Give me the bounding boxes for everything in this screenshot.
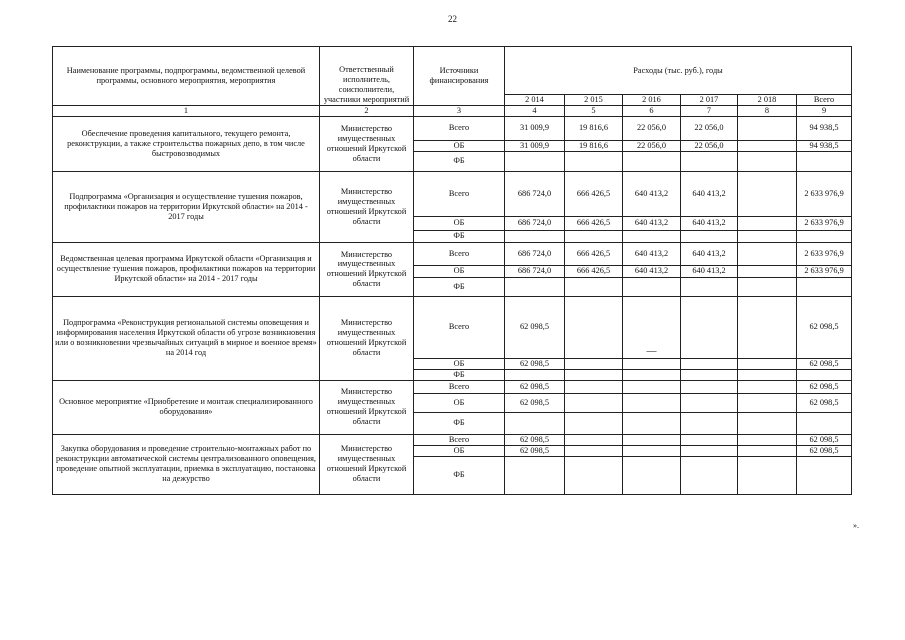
header-expenses-col: Расходы (тыс. руб.), годы — [505, 47, 852, 95]
amount-cell — [681, 296, 738, 358]
amount-cell: 666 426,5 — [565, 242, 623, 265]
amount-cell — [797, 456, 852, 494]
corner-mark: ». — [853, 521, 859, 530]
funding-source: ФБ — [414, 151, 505, 171]
amount-cell — [738, 434, 797, 445]
program-name: Основное мероприятие «Приобретение и монтаж специализированного оборудования» — [53, 380, 320, 434]
amount-cell — [738, 230, 797, 242]
amount-cell — [681, 369, 738, 380]
amount-cell — [623, 358, 681, 369]
responsible-executor: Министерство имущественных отношений Иркутской области — [320, 434, 414, 494]
responsible-executor: Министерство имущественных отношений Иркутской области — [320, 380, 414, 434]
amount-cell — [565, 456, 623, 494]
year-2017: 2 017 — [681, 95, 738, 106]
amount-cell — [797, 369, 852, 380]
table-row — [53, 116, 852, 140]
amount-cell — [565, 151, 623, 171]
amount-cell — [797, 277, 852, 296]
amount-cell: 640 413,2 — [623, 242, 681, 265]
amount-cell — [565, 445, 623, 456]
amount-cell — [738, 456, 797, 494]
amount-cell: 62 098,5 — [797, 358, 852, 369]
amount-cell — [738, 277, 797, 296]
amount-cell — [565, 277, 623, 296]
amount-cell: 666 426,5 — [565, 171, 623, 216]
amount-cell: 19 816,6 — [565, 116, 623, 140]
amount-cell: 94 938,5 — [797, 140, 852, 151]
index-cell: 7 — [681, 106, 738, 117]
program-name: Подпрограмма «Реконструкция региональной системы оповещения и информирования населения Иркутской области об угрозе возникновения или о возникновении чрезвычайных ситуаций в мирное и военное время» на 2014 год — [53, 296, 320, 380]
funding-source: ФБ — [414, 230, 505, 242]
amount-cell — [681, 230, 738, 242]
amount-cell — [565, 393, 623, 412]
amount-cell — [738, 242, 797, 265]
amount-cell — [623, 456, 681, 494]
amount-cell: 2 633 976,9 — [797, 242, 852, 265]
amount-cell: 640 413,2 — [681, 216, 738, 230]
amount-cell: 666 426,5 — [565, 265, 623, 277]
amount-cell — [681, 434, 738, 445]
amount-cell — [565, 434, 623, 445]
amount-cell — [623, 230, 681, 242]
amount-cell: 640 413,2 — [681, 265, 738, 277]
amount-cell: 62 098,5 — [505, 445, 565, 456]
amount-cell — [505, 151, 565, 171]
amount-cell — [623, 393, 681, 412]
index-cell: 5 — [565, 106, 623, 117]
funding-source: ФБ — [414, 369, 505, 380]
table-row — [53, 171, 852, 216]
amount-cell — [738, 140, 797, 151]
amount-cell: 640 413,2 — [623, 216, 681, 230]
amount-cell: 686 724,0 — [505, 242, 565, 265]
index-row — [53, 106, 852, 117]
page-number: 22 — [448, 14, 457, 24]
amount-cell — [623, 277, 681, 296]
year-2016: 2 016 — [623, 95, 681, 106]
amount-cell — [738, 369, 797, 380]
amount-cell: 22 056,0 — [681, 116, 738, 140]
amount-cell — [565, 412, 623, 434]
funding-source: ФБ — [414, 277, 505, 296]
amount-cell — [738, 358, 797, 369]
amount-cell: 22 056,0 — [623, 116, 681, 140]
amount-cell — [797, 412, 852, 434]
amount-cell: 640 413,2 — [681, 242, 738, 265]
amount-cell — [623, 434, 681, 445]
amount-cell — [623, 369, 681, 380]
amount-cell — [681, 151, 738, 171]
amount-cell — [738, 380, 797, 393]
amount-cell — [681, 445, 738, 456]
year-2014: 2 014 — [505, 95, 565, 106]
header-name-col: Наименование программы, подпрограммы, ведомственной целевой программы, основного мероприятия, мероприятия — [53, 47, 320, 106]
amount-cell — [681, 456, 738, 494]
amount-cell — [738, 265, 797, 277]
index-cell: 8 — [738, 106, 797, 117]
funding-source: Всего — [414, 296, 505, 358]
amount-cell: 62 098,5 — [505, 434, 565, 445]
funding-source: Всего — [414, 434, 505, 445]
amount-cell: 62 098,5 — [797, 380, 852, 393]
amount-cell: 22 056,0 — [623, 140, 681, 151]
dash-mark: — — [623, 296, 681, 358]
funding-source: ФБ — [414, 456, 505, 494]
amount-cell — [623, 151, 681, 171]
amount-cell — [738, 412, 797, 434]
amount-cell: 62 098,5 — [797, 445, 852, 456]
amount-cell: 94 938,5 — [797, 116, 852, 140]
funding-source: Всего — [414, 242, 505, 265]
program-name: Подпрограмма «Организация и осуществление тушения пожаров, профилактики пожаров на территории Иркутской области» на 2014 - 2017 годы — [53, 171, 320, 242]
amount-cell: 640 413,2 — [623, 171, 681, 216]
amount-cell — [797, 230, 852, 242]
amount-cell: 62 098,5 — [797, 434, 852, 445]
responsible-executor: Министерство имущественных отношений Иркутской области — [320, 296, 414, 380]
amount-cell — [623, 445, 681, 456]
header-row — [53, 47, 852, 95]
index-cell: 4 — [505, 106, 565, 117]
amount-cell: 686 724,0 — [505, 265, 565, 277]
index-cell: 2 — [320, 106, 414, 117]
amount-cell: 31 009,9 — [505, 140, 565, 151]
amount-cell — [623, 380, 681, 393]
amount-cell — [623, 412, 681, 434]
amount-cell: 640 413,2 — [623, 265, 681, 277]
amount-cell: 62 098,5 — [797, 296, 852, 358]
responsible-executor: Министерство имущественных отношений Иркутской области — [320, 116, 414, 171]
amount-cell — [738, 296, 797, 358]
header-responsible-col: Ответственный исполнитель, соисполнители, участники мероприятий — [320, 47, 414, 106]
responsible-executor: Министерство имущественных отношений Иркутской области — [320, 242, 414, 296]
year-2015: 2 015 — [565, 95, 623, 106]
index-cell: 1 — [53, 106, 320, 117]
amount-cell — [565, 369, 623, 380]
amount-cell — [797, 151, 852, 171]
amount-cell — [738, 445, 797, 456]
funding-source: ОБ — [414, 216, 505, 230]
responsible-executor: Министерство имущественных отношений Иркутской области — [320, 171, 414, 242]
amount-cell — [505, 412, 565, 434]
funding-source: ФБ — [414, 412, 505, 434]
amount-cell — [738, 216, 797, 230]
amount-cell: 2 633 976,9 — [797, 171, 852, 216]
header-sources-col: Источники финансирования — [414, 47, 505, 106]
table-row — [53, 434, 852, 445]
amount-cell — [565, 296, 623, 358]
program-name: Ведомственная целевая программа Иркутской области «Организация и осуществление тушения пожаров, профилактики пожаров на территории Иркутской области» на 2014 - 2017 годы — [53, 242, 320, 296]
amount-cell: 62 098,5 — [505, 380, 565, 393]
amount-cell: 686 724,0 — [505, 216, 565, 230]
amount-cell — [681, 380, 738, 393]
funding-source: ОБ — [414, 140, 505, 151]
funding-source: Всего — [414, 380, 505, 393]
amount-cell — [505, 369, 565, 380]
program-name: Обеспечение проведения капитального, текущего ремонта, реконструкции, а также строительства пожарных депо, в том числе быстровозводимых — [53, 116, 320, 171]
funding-source: ОБ — [414, 265, 505, 277]
amount-cell: 22 056,0 — [681, 140, 738, 151]
amount-cell — [738, 151, 797, 171]
amount-cell: 19 816,6 — [565, 140, 623, 151]
amount-cell: 62 098,5 — [505, 296, 565, 358]
amount-cell: 2 633 976,9 — [797, 265, 852, 277]
amount-cell — [505, 277, 565, 296]
amount-cell: 2 633 976,9 — [797, 216, 852, 230]
program-name: Закупка оборудования и проведение строительно-монтажных работ по реконструкции автоматической системы централизованного оповещения, проведение опытной эксплуатации, приемка в эксплуатацию, постановка на дежурство — [53, 434, 320, 494]
index-cell: 3 — [414, 106, 505, 117]
amount-cell: 666 426,5 — [565, 216, 623, 230]
amount-cell — [738, 393, 797, 412]
funding-source: ОБ — [414, 393, 505, 412]
amount-cell — [681, 277, 738, 296]
year-2018: 2 018 — [738, 95, 797, 106]
amount-cell: 62 098,5 — [505, 358, 565, 369]
amount-cell — [738, 116, 797, 140]
amount-cell — [738, 171, 797, 216]
amount-cell: 686 724,0 — [505, 171, 565, 216]
amount-cell — [681, 412, 738, 434]
amount-cell: 640 413,2 — [681, 171, 738, 216]
amount-cell — [565, 230, 623, 242]
table-row — [53, 380, 852, 393]
amount-cell — [681, 393, 738, 412]
funding-source: ОБ — [414, 445, 505, 456]
amount-cell: 31 009,9 — [505, 116, 565, 140]
year-total: Всего — [797, 95, 852, 106]
amount-cell — [505, 456, 565, 494]
budget-table — [52, 46, 852, 495]
funding-source: Всего — [414, 171, 505, 216]
table-row — [53, 242, 852, 265]
funding-source: ОБ — [414, 358, 505, 369]
amount-cell: 62 098,5 — [505, 393, 565, 412]
funding-source: Всего — [414, 116, 505, 140]
amount-cell — [681, 358, 738, 369]
amount-cell — [505, 230, 565, 242]
amount-cell — [565, 358, 623, 369]
table-row — [53, 296, 852, 358]
index-cell: 9 — [797, 106, 852, 117]
amount-cell — [565, 380, 623, 393]
amount-cell: 62 098,5 — [797, 393, 852, 412]
index-cell: 6 — [623, 106, 681, 117]
